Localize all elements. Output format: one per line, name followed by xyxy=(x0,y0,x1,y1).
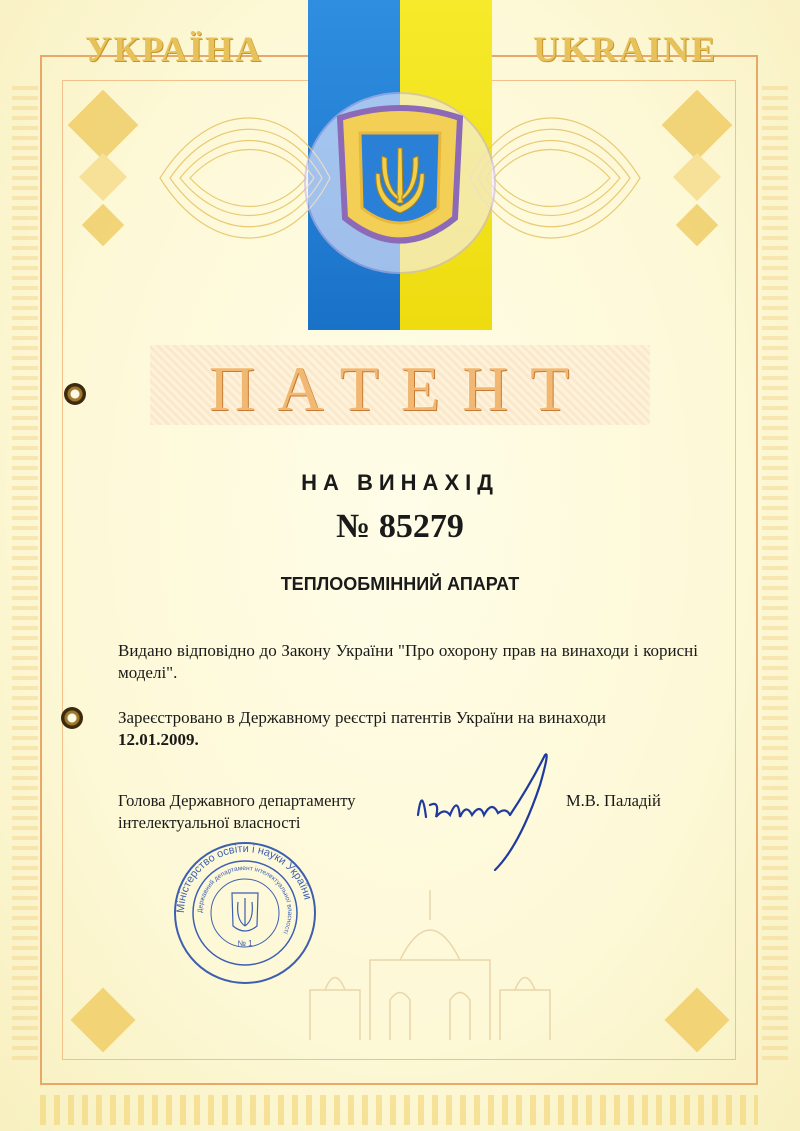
left-bottom-ornament xyxy=(68,985,138,1065)
handwritten-signature xyxy=(400,745,570,875)
binding-grommet-top xyxy=(64,383,86,405)
document-subtitle: НА ВИНАХІД xyxy=(301,470,499,495)
invention-name: ТЕПЛООБМІННИЙ АПАРАТ xyxy=(280,574,520,594)
header-ukraine-cyrillic: УКРАЇНА xyxy=(85,29,263,69)
coat-of-arms-emblem xyxy=(150,78,650,278)
position-line-2: інтелектуальної власності xyxy=(118,813,301,832)
left-top-ornament xyxy=(68,90,138,250)
official-name: М.В. Паладій xyxy=(566,791,661,810)
issued-paragraph: Видано відповідно до Закону України "Про охорону прав на винаходи і корисні моделі". xyxy=(118,641,698,682)
right-ornament-strip xyxy=(762,80,788,1060)
document-title: ПАТЕНТ xyxy=(208,353,592,424)
patent-number: № 85279 xyxy=(336,508,464,545)
official-position xyxy=(118,790,355,834)
seal-trident-icon xyxy=(232,893,258,931)
svg-text:Міністерство освіти і науки Ук xyxy=(175,843,314,913)
seal-center-number: № 1 xyxy=(237,939,253,948)
seal-inner-text: Державний департамент інтелектуальної власності xyxy=(196,864,294,935)
position-line-1: Голова Державного департаменту xyxy=(118,791,356,810)
bottom-ornament-strip xyxy=(40,1095,758,1125)
right-top-ornament xyxy=(662,90,732,250)
left-ornament-strip xyxy=(12,80,38,1060)
header-ukraine-latin: UKRAINE xyxy=(533,29,718,69)
registration-date: 12.01.2009. xyxy=(118,730,199,749)
binding-grommet-bottom xyxy=(61,707,83,729)
cathedral-watermark xyxy=(300,880,560,1040)
right-bottom-ornament xyxy=(662,985,732,1065)
registered-text: Зареєстровано в Державному реєстрі патентів України на винаходи xyxy=(118,708,606,727)
official-seal xyxy=(170,838,320,988)
seal-outer-text: Міністерство освіти і науки України xyxy=(174,842,314,914)
